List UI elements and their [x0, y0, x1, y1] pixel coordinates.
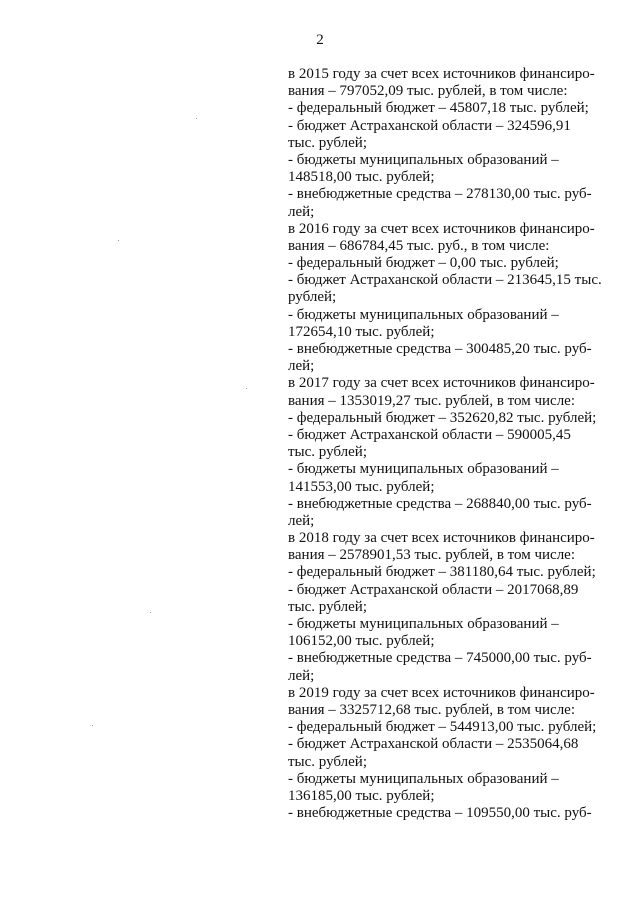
text-line: 141553,00 тыс. рублей; [288, 478, 435, 495]
text-line: - бюджеты муниципальных образований – [288, 461, 559, 478]
text-line: - бюджет Астраханской области – 2535064,68 [288, 736, 579, 753]
funding-text-block [288, 66, 612, 822]
text-line: вания – 2578901,53 тыс. рублей, в том числе: [288, 547, 576, 564]
text-line: вания – 3325712,68 тыс. рублей, в том числе: [288, 701, 576, 718]
text-line: - бюджет Астраханской области – 2017068,89 [288, 581, 579, 598]
text-line: тыс. рублей; [288, 444, 367, 461]
text-line: лей; [288, 667, 315, 684]
text-line: - внебюджетные средства – 745000,00 тыс. руб- [288, 650, 592, 667]
scan-speck [92, 725, 93, 726]
text-line: - федеральный бюджет – 0,00 тыс. рублей; [288, 255, 559, 272]
text-line: - бюджеты муниципальных образований – [288, 616, 559, 632]
text-line: - внебюджетные средства – 300485,20 тыс. руб- [288, 341, 592, 357]
text-line: тыс. рублей; [288, 598, 367, 615]
text-line: 106152,00 тыс. рублей; [288, 633, 435, 650]
text-line: лей; [288, 512, 315, 529]
text-line: - федеральный бюджет – 45807,18 тыс. рублей; [288, 100, 589, 117]
text-line: лей; [288, 203, 315, 220]
text-line: в 2018 году за счет всех источников финансиро- [288, 530, 595, 547]
text-line: - федеральный бюджет – 352620,82 тыс. рублей; [288, 409, 597, 426]
text-line: в 2016 году за счет всех источников финансиро- [288, 220, 595, 237]
text-line: лей; [288, 358, 315, 375]
text-line: - бюджет Астраханской области – 213645,15 тыс. [288, 272, 602, 289]
scan-speck [196, 118, 197, 119]
text-line: - федеральный бюджет – 381180,64 тыс. рублей; [288, 564, 596, 581]
text-line: вания – 1353019,27 тыс. рублей, в том числе: [288, 392, 576, 409]
text-line: 148518,00 тыс. рублей; [288, 169, 435, 186]
scan-speck [150, 612, 151, 613]
text-line: - бюджеты муниципальных образований – [288, 306, 559, 323]
text-line: - внебюджетные средства – 109550,00 тыс. руб- [288, 805, 592, 822]
text-line: - бюджеты муниципальных образований – [288, 151, 559, 168]
text-line: рублей; [288, 289, 337, 306]
text-line: вания – 797052,09 тыс. рублей, в том числе: [288, 83, 568, 100]
text-line: - бюджет Астраханской области – 590005,45 [288, 426, 571, 443]
scan-speck [246, 388, 247, 389]
text-line: - бюджет Астраханской области – 324596,91 [288, 117, 571, 134]
text-line: тыс. рублей; [288, 753, 367, 770]
text-line: вания – 686784,45 тыс. руб., в том числе: [288, 237, 550, 254]
text-line: - федеральный бюджет – 544913,00 тыс. рублей; [288, 719, 597, 736]
text-line: в 2015 году за счет всех источников финансиро- [288, 66, 595, 82]
text-line: тыс. рублей; [288, 134, 367, 151]
text-line: - бюджеты муниципальных образований – [288, 770, 559, 787]
page-number: 2 [316, 32, 324, 48]
text-line: 136185,00 тыс. рублей; [288, 787, 435, 804]
scan-speck [118, 240, 119, 241]
text-line: в 2017 году за счет всех источников финансиро- [288, 375, 595, 392]
text-line: - внебюджетные средства – 268840,00 тыс. руб- [288, 495, 592, 512]
text-line: в 2019 году за счет всех источников финансиро- [288, 684, 595, 701]
text-line: - внебюджетные средства – 278130,00 тыс. руб- [288, 186, 592, 203]
text-line: 172654,10 тыс. рублей; [288, 323, 435, 340]
